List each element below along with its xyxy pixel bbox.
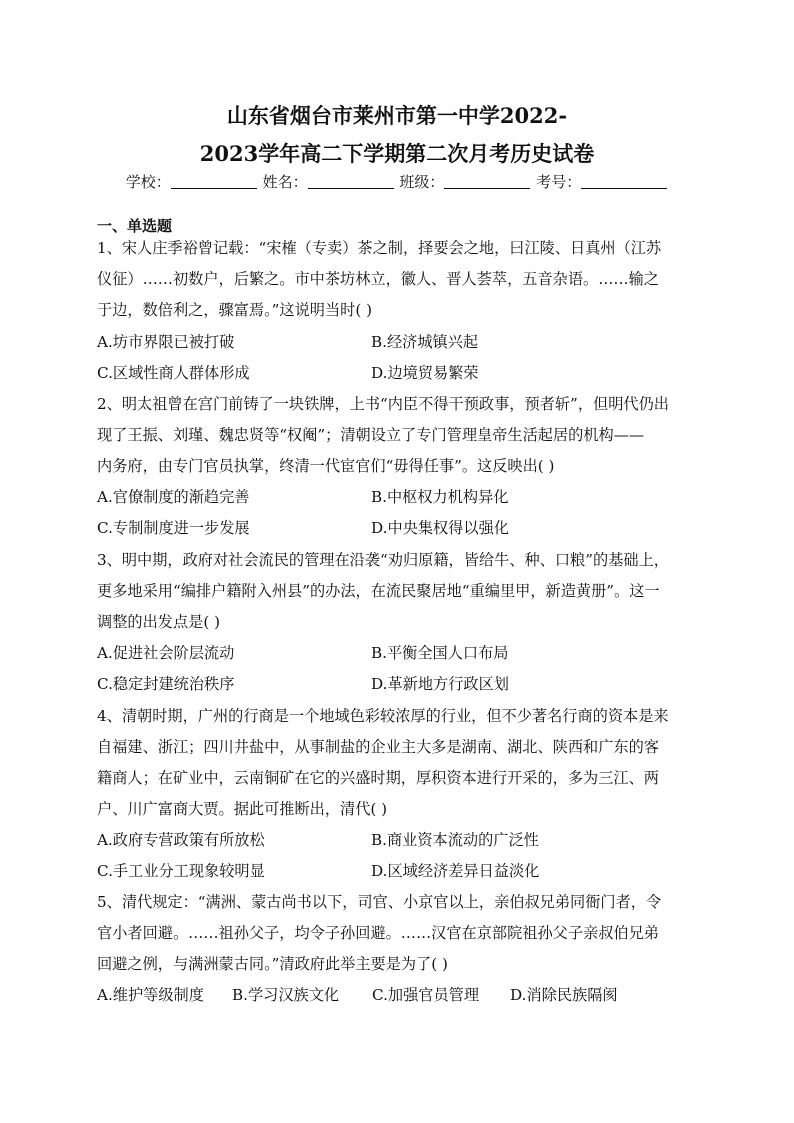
exam-title-line-2: 2023学年高二下学期第二次月考历史试卷 bbox=[199, 141, 595, 166]
class-label: 班级： bbox=[399, 173, 445, 191]
question-3-option-b[interactable]: B.平衡全国人口布局 bbox=[371, 644, 509, 662]
question-1-option-a[interactable]: A.坊市界限已被打破 bbox=[97, 333, 235, 351]
question-4-line-4: 户、川广富商大贾。据此可推断出，清代( ) bbox=[97, 800, 388, 818]
question-3-line-2: 更多地采用“编排户籍附入州县”的办法，在流民聚居地“重编里甲，新造黄册”。这一 bbox=[97, 582, 660, 600]
question-5-option-a[interactable]: A.维护等级制度 bbox=[97, 986, 204, 1004]
question-4-line-2: 自福建、浙江；四川井盐中，从事制盐的企业主大多是湖南、湖北、陕西和广东的客 bbox=[97, 738, 659, 756]
question-1-line-2: 仪征）……初数户，后繁之。市中茶坊林立，徽人、晋人荟萃，五音杂语。……输之 bbox=[97, 270, 659, 288]
question-2-option-b[interactable]: B.中枢权力机构异化 bbox=[371, 488, 509, 506]
question-4-line-1: 4、清朝时期，广州的行商是一个地域色彩较浓厚的行业，但不少著名行商的资本是来 bbox=[97, 707, 669, 725]
question-5-line-2: 官小者回避。……祖孙父子，均令子孙回避。……汉官在京部院祖孙父子亲叔伯兄弟 bbox=[97, 924, 659, 942]
question-5-option-b[interactable]: B.学习汉族文化 bbox=[232, 986, 340, 1004]
question-4-option-a[interactable]: A.政府专营政策有所放松 bbox=[97, 831, 265, 849]
question-1-line-3: 于边，数倍利之，骤富焉。”这说明当时( ) bbox=[97, 301, 373, 319]
question-3-option-d[interactable]: D.革新地方行政区划 bbox=[371, 675, 509, 693]
question-5-option-d[interactable]: D.消除民族隔阂 bbox=[510, 986, 618, 1004]
question-2-line-1: 2、明太祖曾在宫门前铸了一块铁牌，上书“内臣不得干预政事，预者斩”，但明代仍出 bbox=[97, 395, 669, 413]
question-1-line-1: 1、宋人庄季裕曾记载：“宋榷（专卖）茶之制，择要会之地，曰江陵、日真州（江苏 bbox=[97, 239, 662, 257]
question-2-line-2: 现了王振、刘瑾、魏忠贤等“权阉”；清朝设立了专门管理皇帝生活起居的机构—— bbox=[97, 426, 645, 444]
name-label: 姓名： bbox=[262, 173, 308, 191]
exam-title-line-1: 山东省烟台市莱州市第一中学2022- bbox=[226, 103, 568, 128]
question-1-option-b[interactable]: B.经济城镇兴起 bbox=[371, 333, 479, 351]
name-blank[interactable] bbox=[308, 174, 394, 189]
question-5-option-c[interactable]: C.加强官员管理 bbox=[372, 986, 480, 1004]
student-info-row bbox=[0, 171, 794, 192]
class-blank[interactable] bbox=[444, 174, 530, 189]
question-2-option-d[interactable]: D.中央集权得以强化 bbox=[371, 519, 509, 537]
question-3-line-1: 3、明中期，政府对社会流民的管理在沿袭“劝归原籍，皆给牛、种、口粮”的基础上， bbox=[97, 551, 669, 569]
exam-number-blank[interactable] bbox=[581, 174, 667, 189]
question-2-option-c[interactable]: C.专制制度进一步发展 bbox=[97, 519, 250, 537]
section-title: 一、单选题 bbox=[97, 217, 173, 235]
question-4-line-3: 籍商人；在矿业中，云南铜矿在它的兴盛时期，厚积资本进行开采的，多为三江、两 bbox=[97, 769, 659, 787]
question-3-line-3: 调整的出发点是( ) bbox=[97, 613, 220, 631]
question-4-option-b[interactable]: B.商业资本流动的广泛性 bbox=[371, 831, 539, 849]
question-3-option-c[interactable]: C.稳定封建统治秩序 bbox=[97, 675, 235, 693]
school-label: 学校： bbox=[125, 173, 171, 191]
school-blank[interactable] bbox=[171, 174, 257, 189]
question-1-option-c[interactable]: C.区域性商人群体形成 bbox=[97, 364, 250, 382]
question-5-line-1: 5、清代规定：“满洲、蒙古尚书以下，司官、小京官以上，亲伯叔兄弟同衙门者，令 bbox=[97, 893, 662, 911]
question-4-option-d[interactable]: D.区域经济差异日益淡化 bbox=[371, 862, 540, 880]
question-1-option-d[interactable]: D.边境贸易繁荣 bbox=[371, 364, 479, 382]
question-2-line-3: 内务府，由专门官员执掌，终清一代宦官们“毋得任事”。这反映出( ) bbox=[97, 457, 555, 475]
question-3-option-a[interactable]: A.促进社会阶层流动 bbox=[97, 644, 235, 662]
question-5-line-3: 回避之例，与满洲蒙古同。”清政府此举主要是为了( ) bbox=[97, 955, 448, 973]
exam-number-label: 考号： bbox=[536, 173, 582, 191]
question-4-option-c[interactable]: C.手工业分工现象较明显 bbox=[97, 862, 265, 880]
question-2-option-a[interactable]: A.官僚制度的渐趋完善 bbox=[97, 488, 250, 506]
